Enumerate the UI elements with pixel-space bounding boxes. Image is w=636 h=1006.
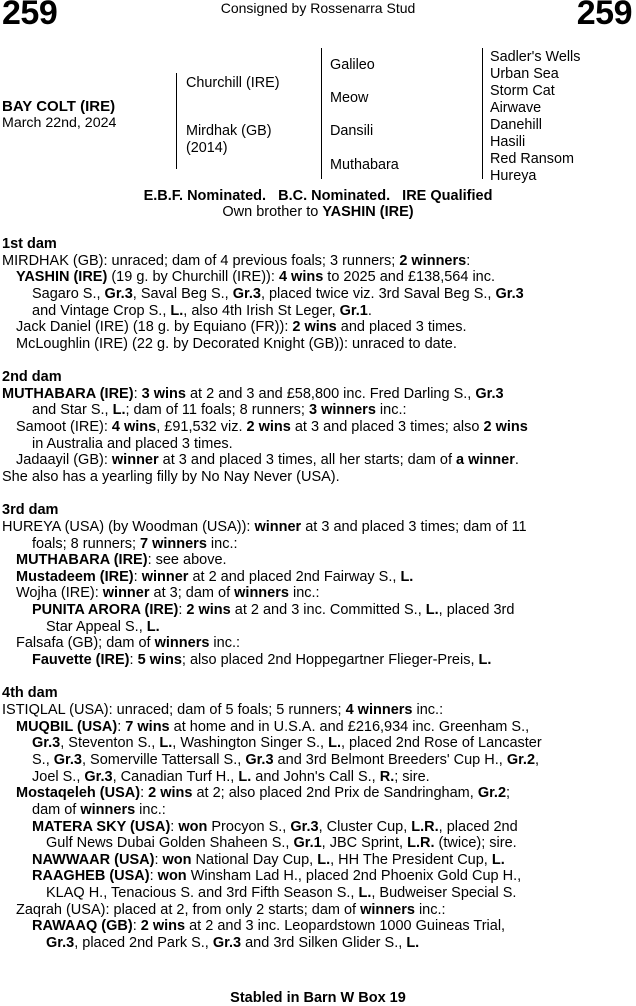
- heading-1st-dam: 1st dam: [2, 236, 57, 252]
- gen3: [490, 49, 580, 185]
- line: and Star S., L.; dam of 11 foals; 8 runners; 3 winners inc.:: [32, 402, 407, 419]
- pedigree-bracket-2: [321, 48, 322, 179]
- line: RAWAAQ (GB): 2 wins at 2 and 3 inc. Leopardstown 1000 Guineas Trial,: [32, 918, 506, 935]
- line: Star Appeal S., L.: [46, 618, 160, 635]
- line: and Vintage Crop S., L., also 4th Irish St Leger, Gr.1.: [32, 302, 372, 319]
- line: S., Gr.3, Somerville Tattersall S., Gr.3 and 3rd Belmont Breeders' Cup H., Gr.2,: [32, 751, 540, 768]
- line: Joel S., Gr.3, Canadian Turf H., L. and John's Call S., R.; sire.: [32, 768, 430, 785]
- heading-4th-dam: 4th dam: [2, 685, 58, 702]
- gen3-5: Hasili: [490, 134, 526, 150]
- line: Zaqrah (USA): placed at 2, from only 2 starts; dam of winners inc.:: [16, 901, 446, 918]
- line: Gr.3, placed 2nd Park S., Gr.3 and 3rd Silken Glider S., L.: [46, 935, 420, 952]
- heading-3rd-dam: 3rd dam: [2, 502, 59, 519]
- line: MUTHABARA (IRE): 3 wins at 2 and 3 and £58,800 inc. Fred Darling S., Gr.3: [2, 385, 504, 402]
- line: Jack Daniel (IRE) (18 g. by Equiano (FR)): 2 wins and placed 3 times.: [16, 319, 467, 336]
- gen3-7: Hureya: [490, 168, 537, 184]
- own-brother: [0, 204, 636, 220]
- line: dam of winners inc.:: [32, 801, 166, 818]
- dam: [186, 123, 272, 157]
- gen3-0: Sadler's Wells: [490, 49, 581, 65]
- catalogue-body: [2, 236, 628, 952]
- gen3-6: Red Ransom: [490, 151, 574, 167]
- gen3-2: Storm Cat: [490, 83, 555, 99]
- gen2-0: Galileo: [330, 57, 375, 73]
- line: She also has a yearling filly by No Nay Never (USA).: [2, 469, 340, 486]
- nominations: E.B.F. Nominated. B.C. Nominated. IRE Qualified: [143, 188, 493, 204]
- line: RAAGHEB (USA): won Winsham Lad H., placed 2nd Phoenix Gold Cup H.,: [32, 868, 522, 885]
- gen3-4: Danehill: [490, 117, 542, 133]
- line: Jadaayil (GB): winner at 3 and placed 3 times, all her starts; dam of a winner.: [16, 452, 519, 469]
- line: Samoot (IRE): 4 wins, £91,532 viz. 2 wins at 3 and placed 3 times; also 2 wins: [16, 419, 528, 436]
- heading-2nd-dam: 2nd dam: [2, 369, 62, 386]
- line: YASHIN (IRE) (19 g. by Churchill (IRE)): 4 wins to 2025 and £138,564 inc.: [16, 269, 496, 286]
- own-brother-name: YASHIN (IRE): [322, 204, 414, 220]
- line: foals; 8 runners; 7 winners inc.:: [32, 535, 238, 552]
- line: NAWWAAR (USA): won National Day Cup, L., HH The President Cup, L.: [32, 851, 505, 868]
- lot-number-right: 259: [576, 0, 632, 32]
- dam-name: Mirdhak (GB): [186, 123, 272, 139]
- line: Sagaro S., Gr.3, Saval Beg S., Gr.3, placed twice viz. 3rd Saval Beg S., Gr.3: [32, 285, 524, 302]
- sire: Churchill (IRE): [186, 75, 280, 91]
- pedigree-bracket-3: [482, 48, 483, 179]
- line: ISTIQLAL (USA): unraced; dam of 5 foals; 5 runners; 4 winners inc.:: [2, 701, 444, 718]
- gen3-3: Airwave: [490, 100, 542, 116]
- line: MATERA SKY (USA): won Procyon S., Gr.3, Cluster Cup, L.R., placed 2nd: [32, 818, 518, 835]
- consignor: Consigned by Rossenarra Stud: [220, 0, 416, 16]
- line: in Australia and placed 3 times.: [32, 435, 233, 452]
- line: HUREYA (USA) (by Woodman (USA)): winner at 3 and placed 3 times; dam of 11: [2, 518, 527, 535]
- nominations-block: [0, 188, 636, 220]
- gen3-1: Urban Sea: [490, 66, 559, 82]
- line: MIRDHAK (GB): unraced; dam of 4 previous foals; 3 runners; 2 winners:: [2, 252, 471, 269]
- line: Wojha (IRE): winner at 3; dam of winners inc.:: [16, 585, 320, 602]
- line: Gulf News Dubai Golden Shaheen S., Gr.1, JBC Sprint, L.R. (twice); sire.: [46, 835, 517, 852]
- own-brother-prefix: Own brother to: [222, 204, 323, 220]
- line: MUQBIL (USA): 7 wins at home and in U.S.A. and £216,934 inc. Greenham S.,: [16, 718, 530, 735]
- dam-year: (2014): [186, 140, 228, 156]
- line: KLAQ H., Tenacious S. and 3rd Fifth Season S., L., Budweiser Special S.: [46, 885, 517, 902]
- line: Mostaqeleh (USA): 2 wins at 2; also placed 2nd Prix de Sandringham, Gr.2;: [16, 785, 511, 802]
- line: McLoughlin (IRE) (22 g. by Decorated Knight (GB)): unraced to date.: [16, 335, 457, 352]
- horse-name: BAY COLT (IRE): [2, 98, 116, 115]
- stabling-info: Stabled in Barn W Box 19: [230, 990, 406, 1006]
- pedigree-bracket-1: [176, 73, 177, 169]
- line: Mustadeem (IRE): winner at 2 and placed 2nd Fairway S., L.: [16, 568, 414, 585]
- line: Falsafa (GB); dam of winners inc.:: [16, 635, 241, 652]
- line: Fauvette (IRE): 5 wins; also placed 2nd Hoppegartner Flieger-Preis, L.: [32, 652, 492, 669]
- horse-dob: March 22nd, 2024: [2, 115, 117, 131]
- gen2-2: Dansili: [330, 123, 374, 139]
- gen2-3: Muthabara: [330, 157, 399, 173]
- gen2-1: Meow: [330, 90, 369, 106]
- lot-number-left: 259: [2, 0, 58, 32]
- line: PUNITA ARORA (IRE): 2 wins at 2 and 3 inc. Committed S., L., placed 3rd: [32, 602, 515, 619]
- line: Gr.3, Steventon S., L., Washington Singer S., L., placed 2nd Rose of Lancaster: [32, 735, 542, 752]
- line: MUTHABARA (IRE): see above.: [16, 552, 227, 569]
- horse-info: [2, 98, 116, 132]
